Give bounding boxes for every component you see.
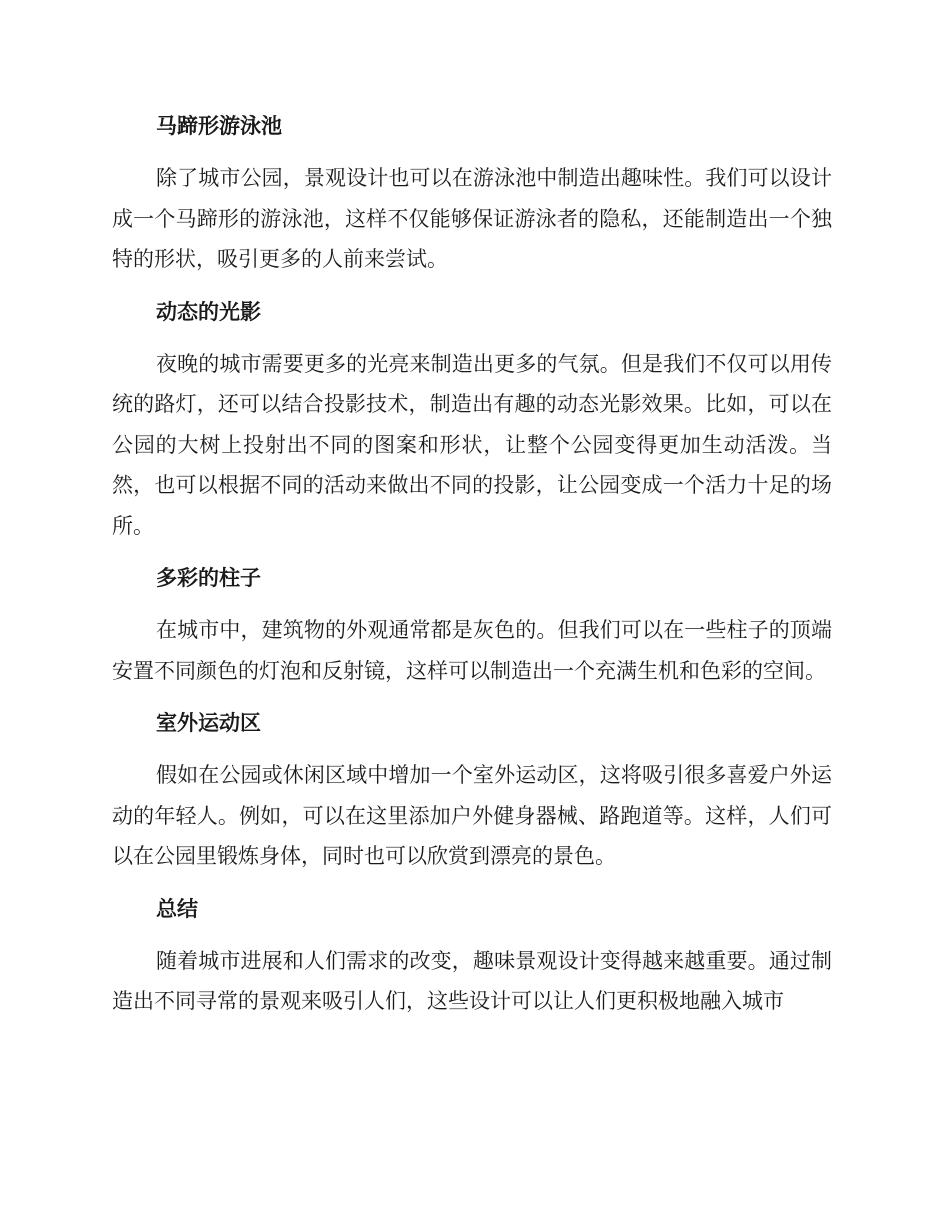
section-heading-horseshoe-pool: 马蹄形游泳池	[156, 114, 282, 138]
section-heading-colorful-pillars: 多彩的柱子	[156, 566, 261, 590]
section-body-dynamic-light: 夜晚的城市需要更多的光亮来制造出更多的气氛。但是我们不仅可以用传统的路灯，还可以结合投影技术，制造出有趣的动态光影效果。比如，可以在公园的大树上投射出不同的图案和形状，让整个公园变得更加生动活泼。当然，也可以根据不同的活动来做出不同的投影，让公园变成一个活力十足的场所。	[112, 351, 832, 538]
section-heading-outdoor-sports: 室外运动区	[156, 711, 261, 735]
section-body-outdoor-sports: 假如在公园或休闲区域中增加一个室外运动区，这将吸引很多喜爱户外运动的年轻人。例如，可以在这里添加户外健身器械、路跑道等。这样，人们可以在公园里锻炼身体，同时也可以欣赏到漂亮的景色。	[112, 763, 832, 868]
section-heading-dynamic-light: 动态的光影	[156, 299, 261, 324]
document-page	[112, 104, 832, 1032]
section-body-colorful-pillars: 在城市中，建筑物的外观通常都是灰色的。但我们可以在一些柱子的顶端安置不同颜色的灯泡和反射镜，这样可以制造出一个充满生机和色彩的空间。	[112, 618, 832, 683]
section-heading-summary: 总结	[156, 896, 198, 921]
section-body-summary: 随着城市进展和人们需求的改变，趣味景观设计变得越来越重要。通过制造出不同寻常的景观来吸引人们，这些设计可以让人们更积极地融入城市	[112, 948, 832, 1013]
section-body-horseshoe-pool: 除了城市公园，景观设计也可以在游泳池中制造出趣味性。我们可以设计成一个马蹄形的游泳池，这样不仅能够保证游泳者的隐私，还能制造出一个独特的形状，吸引更多的人前来尝试。	[112, 166, 832, 271]
